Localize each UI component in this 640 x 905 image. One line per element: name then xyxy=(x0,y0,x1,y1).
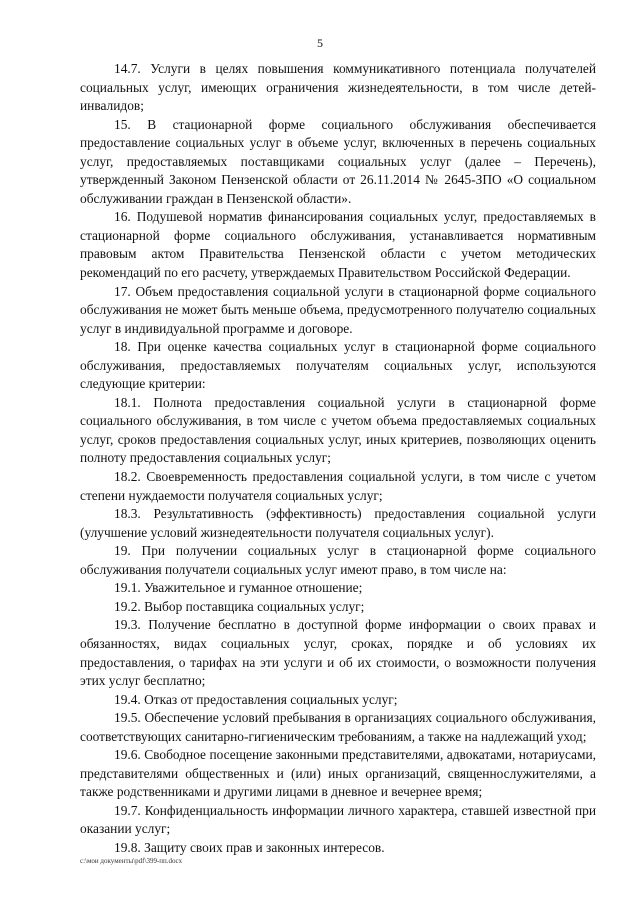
paragraph-15: 15. В стационарной форме социального обслуживания обеспечивается предоставление социальных услуг в объеме услуг, включенных в перечень социальных услуг, предоставляемых поставщиками социальных услуг (далее – Перечень), утвержденный Законом Пензенской области от 26.11.2014 № 2645-ЗПО «О социальном обслуживании граждан в Пензенской области». xyxy=(80,116,596,206)
paragraph-14-7: 14.7. Услуги в целях повышения коммуникативного потенциала получателей социальных услуг, имеющих ограничения жизнедеятельности, в том числе детей-инвалидов; xyxy=(80,61,596,114)
paragraph-18-1: 18.1. Полнота предоставления социальной услуги в стационарной форме социального обслуживания, в том числе с учетом объема предоставляемых социальных услуг, сроков предоставления социальных услуг, иных критериев, позволяющих оценить полноту предоставления социальных услуг; xyxy=(80,394,596,466)
paragraph-19-2: 19.2. Выбор поставщика социальных услуг; xyxy=(114,598,365,614)
paragraph-18: 18. При оценке качества социальных услуг в стационарной форме социального обслуживания, предоставляемых получателям социальных услуг, используются следующие критерии: xyxy=(80,339,596,392)
paragraph-17: 17. Объем предоставления социальной услуги в стационарной форме социального обслуживания не может быть меньше объема, предусмотренного получателю социальных услуг в индивидуальной программе и договоре. xyxy=(80,283,596,336)
file-path-footer: c:\мои документы\pdf\399-пп.docx xyxy=(80,857,183,865)
document-body xyxy=(80,60,596,858)
paragraph-19-5: 19.5. Обеспечение условий пребывания в организациях социального обслуживания, соответствующих санитарно-гигиеническим требованиям, а также на надлежащий уход; xyxy=(80,710,596,744)
paragraph-19-3: 19.3. Получение бесплатно в доступной форме информации о своих правах и обязанностях, видах социальных услуг, сроках, порядке и об условиях их предоставления, о тарифах на эти услуги и об их стоимости, о возможности получения этих услуг бесплатно; xyxy=(80,617,596,689)
page-number: 5 xyxy=(317,36,323,50)
paragraph-16: 16. Подушевой норматив финансирования социальных услуг, предоставляемых в стационарной форме социального обслуживания, устанавливается нормативным правовым актом Правительства Пензенской области с учетом методических рекомендаций по его расчету, утверждаемых Правительством Российской Федерации. xyxy=(80,209,596,281)
paragraph-19-4: 19.4. Отказ от предоставления социальных услуг; xyxy=(114,691,398,707)
paragraph-19-1: 19.1. Уважительное и гуманное отношение; xyxy=(114,580,363,596)
paragraph-19-7: 19.7. Конфиденциальность информации личного характера, ставшей известной при оказании услуг; xyxy=(80,802,596,837)
paragraph-18-2: 18.2. Своевременность предоставления социальной услуги, в том числе с учетом степени нуждаемости получателя социальных услуг; xyxy=(80,469,596,503)
paragraph-19-8: 19.8. Защиту своих прав и законных интересов. xyxy=(114,839,385,855)
paragraph-19-6: 19.6. Свободное посещение законными представителями, адвокатами, нотариусами, представителями общественных и (или) иных организаций, священнослужителями, а также родственниками и другими лицами в дневное и вечернее время; xyxy=(80,747,596,800)
paragraph-19: 19. При получении социальных услуг в стационарной форме социального обслуживания получатели социальных услуг имеют право, в том числе на: xyxy=(80,543,596,577)
paragraph-18-3: 18.3. Результативность (эффективность) предоставления социальной услуги (улучшение условий жизнедеятельности получателя социальных услуг). xyxy=(80,506,596,540)
